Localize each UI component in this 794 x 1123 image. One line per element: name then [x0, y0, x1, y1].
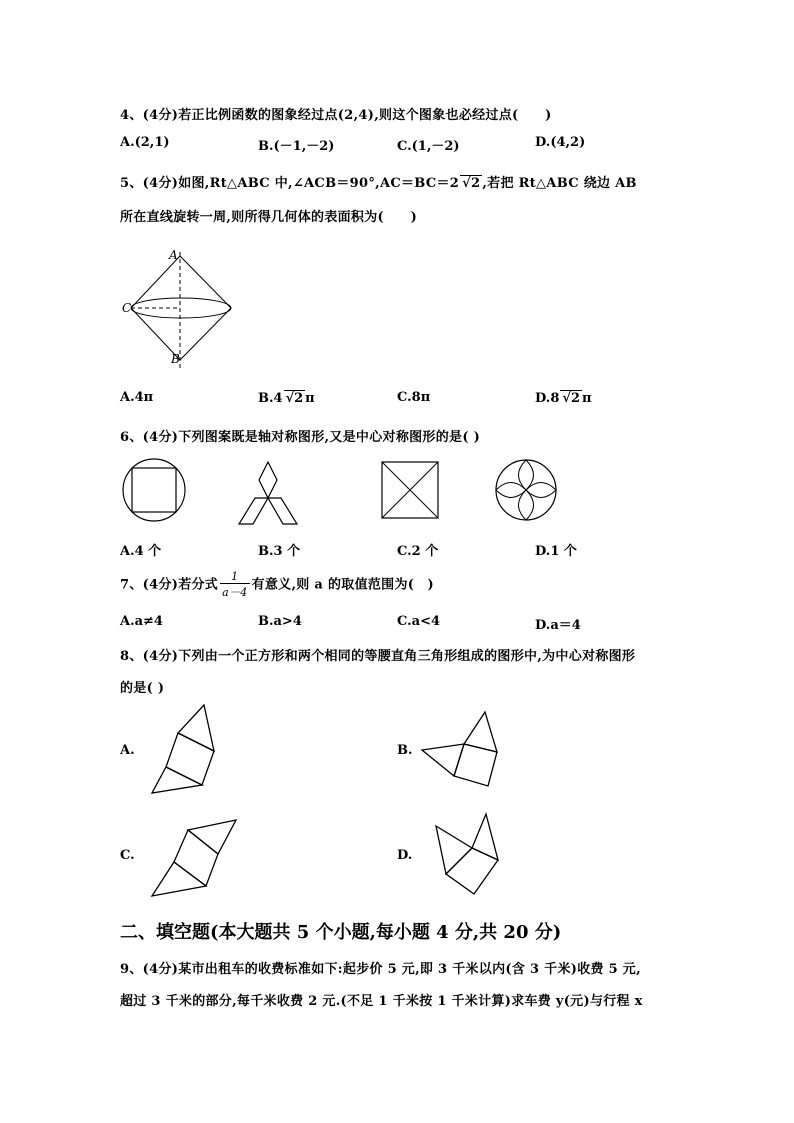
q5-option-c: C.8π	[397, 390, 431, 405]
q7-option-c: C.a<4	[397, 614, 441, 629]
q6-stem: 6、(4分)下列图案既是轴对称图形,又是中心对称图形的是( )	[120, 430, 481, 445]
q5-sqrt: √2	[462, 176, 481, 191]
q7-fraction: $\frac{1}{a-4}$	[222, 570, 248, 599]
q8-figure-a	[148, 703, 220, 795]
q5-figure-double-cone	[115, 248, 245, 373]
q5-option-d: D.8 √2 π	[535, 391, 592, 406]
q7-option-d: D.a＝4	[535, 618, 581, 633]
q5-stem-line1	[120, 172, 637, 191]
q8-stem-line1: 8、(4分)下列由一个正方形和两个相同的等腰直角三角形组成的图形中,为中心对称图形	[120, 649, 636, 664]
q7-option-a: A.a≠4	[120, 614, 163, 629]
q5-label-b: B	[171, 352, 180, 366]
q6-figure-three-rhombus	[235, 460, 301, 526]
q4-stem: 4、(4分)若正比例函数的图象经过点(2,4),则这个图象也必经过点( )	[120, 108, 552, 123]
q6-figure-square-x	[380, 460, 440, 520]
q4-option-a: A.(2,1)	[120, 135, 170, 150]
q8-figure-d	[432, 812, 504, 898]
q6-figure-circle-petals	[493, 458, 559, 522]
q5-stem-line2: 所在直线旋转一周,则所得几何体的表面积为( )	[120, 210, 418, 225]
q9-line2: 超过 3 千米的部分,每千米收费 2 元.(不足 1 千米按 1 千米计算)求车费 y(元)与行程 x	[120, 994, 643, 1009]
q4-option-d: D.(4,2)	[535, 135, 586, 150]
q7-stem: 7、(4分)若分式 $\frac{1}{a-4}$ 有意义,则 a 的取值范围为( )	[120, 570, 434, 599]
q8-option-b: B.	[397, 743, 413, 758]
q7-option-b: B.a>4	[258, 614, 302, 629]
q6-option-a: A.4 个	[120, 544, 162, 559]
q5-option-a: A.4π	[120, 390, 154, 405]
q5-label-c: C	[122, 301, 132, 315]
q4-option-b: B.(－1,－2)	[258, 139, 335, 154]
q8-option-d: D.	[397, 848, 413, 863]
section-2-title: 二、填空题(本大题共 5 个小题,每小题 4 分,共 20 分)	[120, 922, 562, 943]
q6-option-b: B.3 个	[258, 544, 301, 559]
q5-stem-part2: ,若把 Rt△ABC 绕边 AB	[482, 176, 637, 191]
q4-option-c: C.(1,－2)	[397, 139, 460, 154]
q6-option-c: C.2 个	[397, 544, 439, 559]
q6-option-d: D.1 个	[535, 544, 577, 559]
q5-stem-part1: 5、(4分)如图,Rt△ABC 中,∠ACB＝90°,AC＝BC＝2	[120, 176, 460, 191]
q8-stem-line2: 的是( )	[120, 681, 165, 696]
q8-figure-c	[148, 816, 240, 898]
q9-line1: 9、(4分)某市出租车的收费标准如下:起步价 5 元,即 3 千米以内(含 3 千米)收费 5 元,	[120, 962, 641, 977]
q8-option-a: A.	[120, 743, 135, 758]
q6-figure-circle-square	[118, 458, 190, 522]
q8-option-c: C.	[120, 848, 135, 863]
q8-figure-b	[420, 710, 505, 790]
q5-option-b: B.4 √2 π	[258, 391, 315, 406]
q5-label-a: A	[169, 248, 178, 262]
